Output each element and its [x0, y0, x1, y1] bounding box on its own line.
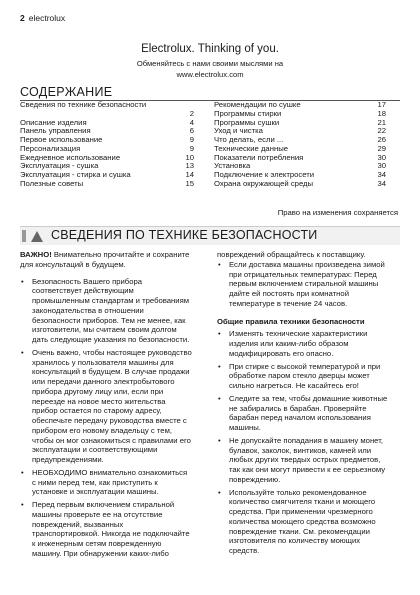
warning-triangle-icon — [31, 231, 43, 242]
rights-note: Право на изменения сохраняется — [277, 208, 398, 217]
toc-entry-page: 9 — [189, 135, 194, 144]
toc-entry-title: Описание изделия — [20, 117, 87, 127]
toc-entry-title: Эксплуатация - сушка — [20, 161, 99, 171]
bullet-item: • Не допускайте попадания в машину монет, булавок, заколок, винтиков, камней или любых других твердых острых предметов, так как они могут привести к ее серьезному повреждению. — [217, 436, 389, 485]
toc-entry-page: 9 — [189, 143, 194, 153]
toc-entry-title: Сведения по технике безопасности — [20, 100, 147, 109]
toc-entry-page: 15 — [185, 178, 194, 188]
safety-section-header — [20, 226, 400, 245]
toc-entry[interactable] — [20, 101, 194, 110]
toc-entry-page: 17 — [377, 100, 386, 109]
toc-entry-page: 2 — [189, 108, 194, 118]
toc-entry-title: Подключение к электросети — [214, 170, 315, 179]
toc-entry[interactable] — [214, 180, 386, 189]
bullet-item: • Используйте только рекомендованное количество смягчителя ткани и моющего средства. При применении чрезмерного количества моющего средства возможно повреждение ткани. См. рекомендации изготовителя по количеству моющих средств. — [217, 488, 389, 556]
toc-entry-page: 21 — [377, 117, 386, 127]
toc-entry-title: Охрана окружающей среды — [214, 178, 314, 188]
section-marker-icon — [22, 230, 26, 242]
continuation-text: повреждений обращайтесь к поставщику. — [217, 250, 366, 259]
toc-right-column — [214, 101, 386, 189]
contents-heading: СОДЕРЖАНИЕ — [20, 85, 113, 99]
toc-entry-page: 6 — [189, 126, 194, 136]
toc-entry-page: 30 — [377, 152, 386, 162]
right-bullet-list-2 — [217, 329, 389, 556]
toc-entry-title: Показатели потребления — [214, 152, 304, 162]
toc-entry-page: 18 — [377, 108, 386, 118]
toc-entry-title: Первое использование — [20, 135, 103, 144]
general-rules-heading: Общие правила техники безопасности — [217, 316, 365, 326]
bullet-item: • Перед первым включением стиральной машины проверьте ее на отсутствие повреждений, вызванных транспортировкой. Никогда не подключайте к инженерным сетям поврежденную машину. При обнаружении каких-либо — [20, 500, 192, 559]
toc-entry-title: Персонализация — [20, 143, 81, 153]
bullet-item: • НЕОБХОДИМО внимательно ознакомиться с ними перед тем, как приступить к установке и эксплуатации машины. — [20, 468, 192, 497]
subtitle-line: Обменяйтесь с нами своими мыслями на — [136, 59, 284, 68]
toc-entry-title: Панель управления — [20, 126, 91, 136]
toc-entry-page: 4 — [189, 117, 194, 127]
toc-entry-title: Что делать, если ... — [214, 135, 284, 144]
toc-entry-page: 22 — [377, 126, 386, 136]
intro-text: Внимательно прочитайте и сохраните для консультаций в будущем. — [20, 250, 190, 269]
toc-entry-title: Эксплуатация - стирка и сушка — [20, 170, 131, 179]
bullet-item: • Изменять технические характеристики изделия или каким-либо образом модифицировать его опасно. — [217, 329, 389, 358]
right-bullet-list-1 — [217, 260, 389, 309]
toc-entry-page: 34 — [377, 170, 386, 179]
safety-heading: СВЕДЕНИЯ ПО ТЕХНИКЕ БЕЗОПАСНОСТИ — [51, 228, 318, 242]
page-number: 2 — [20, 13, 25, 23]
toc-entry-title: Ежедневное использование — [20, 152, 121, 162]
safety-left-column — [20, 250, 192, 559]
bullet-item: • Безопасность Вашего прибора соответствует действующим промышленным стандартам и требованиям законодательства в отношении безопасности приборов. Тем не менее, как изготовители, мы считаем своим долгом дать следующие указания по безопасности. — [20, 277, 192, 345]
toc-left-column — [20, 101, 194, 189]
toc-entry-page: 10 — [185, 152, 194, 162]
website-link[interactable]: www.electrolux.com — [176, 69, 244, 79]
toc-entry-page: 34 — [377, 178, 386, 188]
toc-entry-page: 26 — [377, 135, 386, 144]
intro-paragraph — [20, 250, 192, 270]
subtitle — [0, 59, 420, 80]
toc-entry-title: Программы стирки — [214, 108, 282, 118]
toc-entry-page: 29 — [377, 143, 386, 153]
toc-entry-title: Рекомендации по сушке — [214, 100, 301, 109]
bullet-item: • При стирке с высокой температурой и при обработке паром стекло дверцы может сильно нагреться. Не касайтесь его! — [217, 362, 389, 391]
left-bullet-list — [20, 277, 192, 559]
brand-name: electrolux — [28, 13, 66, 23]
toc-entry-title: Уход и чистка — [214, 126, 263, 136]
toc-entry-title: Технические данные — [214, 143, 288, 153]
toc-entry-title: Установка — [214, 161, 251, 171]
bullet-item: • Если доставка машины произведена зимой при отрицательных температурах: Перед первым включением стиральной машины дайте ей постоять при комнатной температуре в течение 24 часов. — [217, 260, 389, 309]
important-label: ВАЖНО! — [20, 250, 52, 259]
toc-entry-title: Программы сушки — [214, 117, 280, 127]
toc-entry-page: 14 — [185, 170, 194, 179]
toc-entry-page: 13 — [185, 161, 194, 171]
toc-entry-title: Полезные советы — [20, 178, 84, 188]
page-title: Electrolux. Thinking of you. — [141, 43, 279, 55]
toc-entry[interactable] — [20, 180, 194, 189]
toc-entry-page: 30 — [377, 161, 386, 171]
safety-right-column — [217, 250, 389, 556]
bullet-item: • Следите за тем, чтобы домашние животные не забирались в барабан. Проверяйте барабан перед началом использования машины. — [217, 394, 389, 433]
bullet-item: • Очень важно, чтобы настоящее руководство хранилось у пользователя машины для консультаций в будущем. В случае продажи или передачи данного электробытового прибора другому лицу или, если при переезде на новое место жительства прибор остается по старому адресу, обеспечьте передачу руководства вместе с прибором его новому владельцу с тем, чтобы он мог ознакомиться с правилами его эксплуатации и соответствующими предупреждениями. — [20, 348, 192, 465]
page-header — [20, 13, 65, 23]
